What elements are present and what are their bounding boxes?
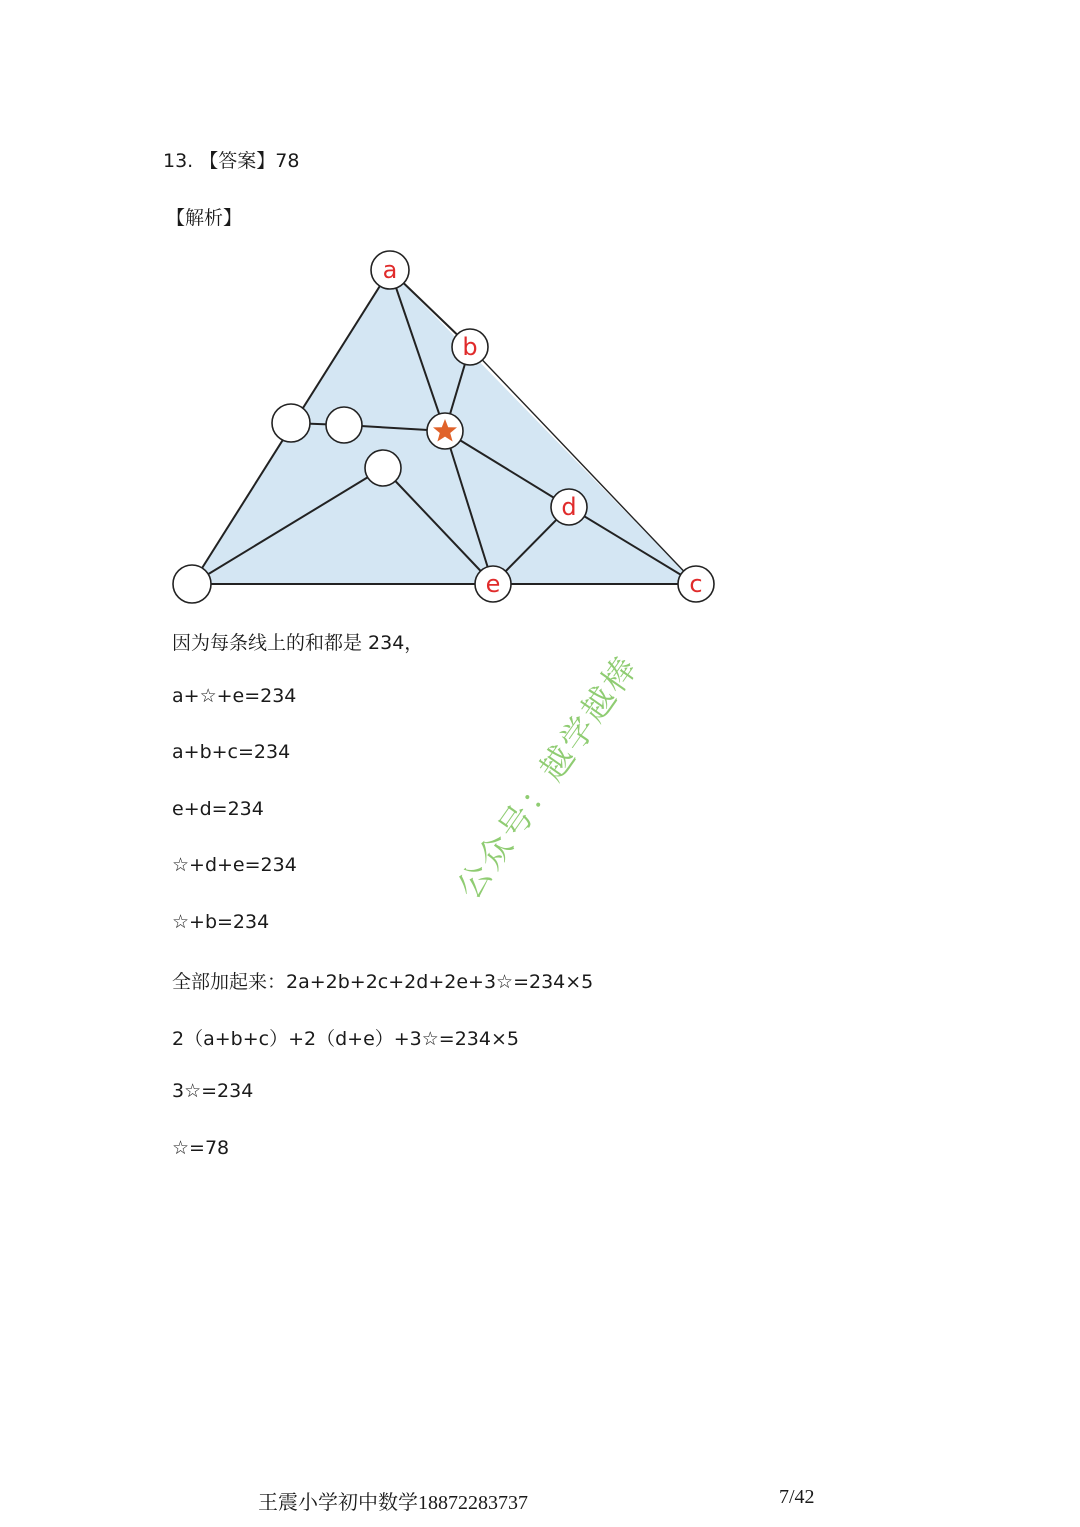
node-left-2 (326, 407, 362, 443)
node-bottom-left (173, 565, 211, 603)
answer-tag: 【答案】 (199, 150, 276, 172)
solution-line-2: a+☆+e=234 (172, 685, 297, 707)
triangle-diagram (160, 240, 720, 610)
solution-line-6: ☆+b=234 (172, 911, 270, 933)
question-number: 13. (163, 150, 194, 172)
solution-line-7: 全部加起来：2a+2b+2c+2d+2e+3☆=234×5 (172, 971, 594, 993)
solution-line-1: 因为每条线上的和都是 234， (172, 632, 424, 654)
footer-author: 王震小学初中数学18872283737 (258, 1492, 528, 1514)
solution-line-3: a+b+c=234 (172, 741, 291, 763)
node-middle (365, 450, 401, 486)
node-d-label: d (561, 493, 577, 521)
solution-line-4: e+d=234 (172, 798, 264, 820)
node-c-label: c (689, 570, 703, 598)
question-heading (163, 146, 299, 173)
node-a-label: a (382, 256, 398, 284)
node-left-1 (272, 404, 310, 442)
solution-line-8: 2（a+b+c）+2（d+e）+3☆=234×5 (172, 1028, 519, 1050)
solution-line-5: ☆+d+e=234 (172, 854, 297, 876)
watermark: 公众号：越学越棒 (449, 647, 647, 906)
analysis-label: 【解析】 (166, 207, 243, 229)
solution-line-9: 3☆=234 (172, 1080, 254, 1102)
answer-value: 78 (275, 150, 300, 172)
node-e-label: e (485, 570, 501, 598)
node-b-label: b (462, 333, 478, 361)
page-number: 7/42 (779, 1486, 815, 1508)
solution-line-10: ☆=78 (172, 1137, 230, 1159)
